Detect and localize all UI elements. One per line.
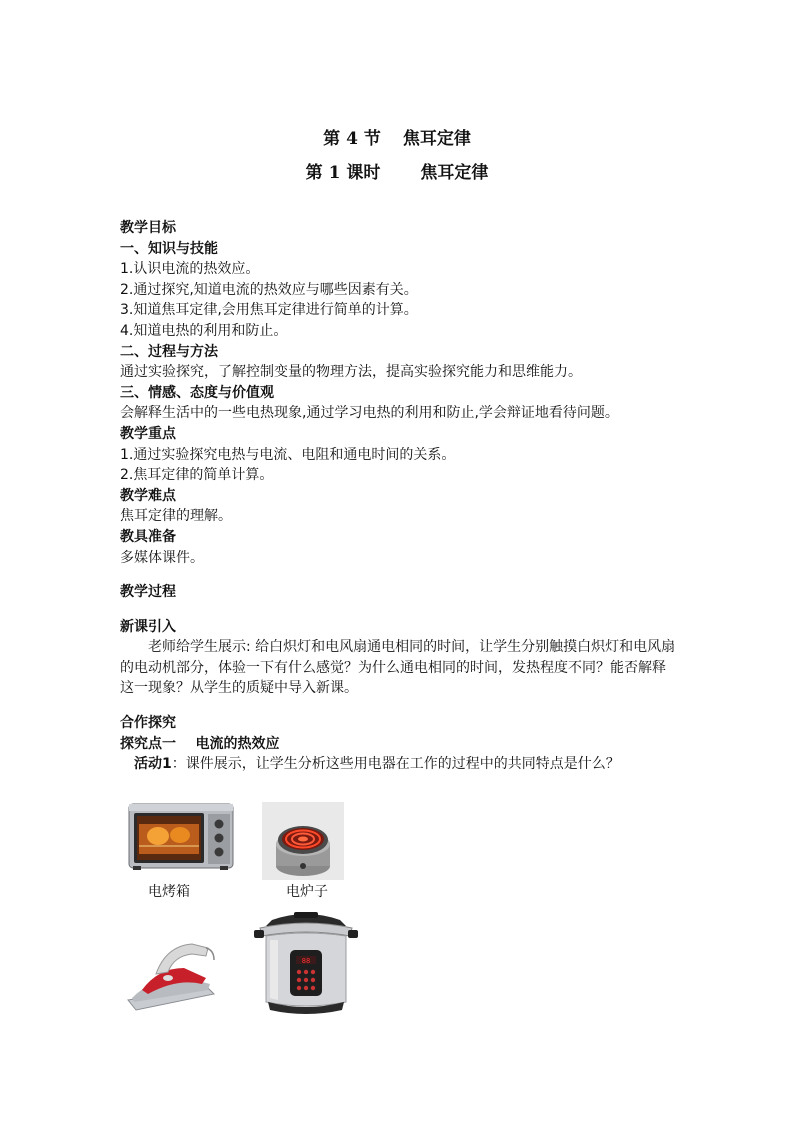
process-method-text: 通过实验探究，了解控制变量的物理方法，提高实验探究能力和思维能力。 [120,364,582,381]
objectives-heading: 教学目标 [120,220,176,236]
electric-stove-picture [262,802,344,880]
key-points-heading: 教学重点 [120,425,176,442]
knowledge-item: 3.知道焦耳定律,会用焦耳定律进行简单的计算。 [120,302,418,319]
process-method-heading: 二、过程与方法 [120,343,218,360]
lesson-number: 第 1 课时 [305,163,381,183]
materials-text: 多媒体课件。 [120,549,204,566]
knowledge-item: 2.通过探究,知道电流的热效应与哪些因素有关。 [120,281,418,298]
key-point-item: 2.焦耳定律的简单计算。 [120,467,274,484]
emotion-heading: 三、情感、态度与价值观 [120,384,274,401]
knowledge-item: 4.知道电热的利用和防止。 [120,322,288,339]
knowledge-item: 1.认识电流的热效应。 [120,261,260,278]
lesson-title-text: 焦耳定律 [420,163,489,183]
intro-heading: 新课引入 [120,618,176,635]
section-title-text: 焦耳定律 [402,129,471,149]
lesson-title [0,158,794,183]
emotion-text: 会解释生活中的一些电热现象,通过学习电热的利用和防止,学会辩证地看待问题。 [120,405,619,422]
coop-heading: 合作探究 [120,715,176,732]
section-number: 第 4 节 [323,129,381,149]
explore-point-title [120,734,676,755]
knowledge-heading: 一、知识与技能 [120,240,218,257]
appliance-pictures [120,800,380,1030]
explore-point-text: 电流的热效应 [195,735,280,752]
electric-iron-picture [122,938,218,1016]
intro-text: 老师给学生展示: 给白炽灯和电风扇通电相同的时间，让学生分别触摸白炽灯和电风扇的电动机部分，体验一下有什么感觉？为什么通电相同的时间，发热程度不同？能否解释这一现象？从学生的质疑中导入新课。 [120,639,676,697]
activity-line [120,754,676,775]
electric-oven-picture [128,802,234,872]
pressure-cooker-picture [254,910,358,1020]
explore-point-label: 探究点一 [120,735,176,752]
difficulties-text: 焦耳定律的理解。 [120,508,232,525]
stove-caption: 电炉子 [286,884,328,900]
teaching-process-heading: 教学过程 [120,584,176,601]
oven-caption: 电烤箱 [148,884,190,900]
svg-text:88: 88 [301,957,311,965]
difficulties-heading: 教学难点 [120,487,176,504]
activity-label: 活动1 [134,756,172,773]
document-body [120,218,676,775]
section-title [0,124,794,149]
activity-text: ：课件展示，让学生分析这些用电器在工作的过程中的共同特点是什么？ [171,756,620,773]
materials-heading: 教具准备 [120,528,176,545]
key-point-item: 1.通过实验探究电热与电流、电阻和通电时间的关系。 [120,446,456,463]
